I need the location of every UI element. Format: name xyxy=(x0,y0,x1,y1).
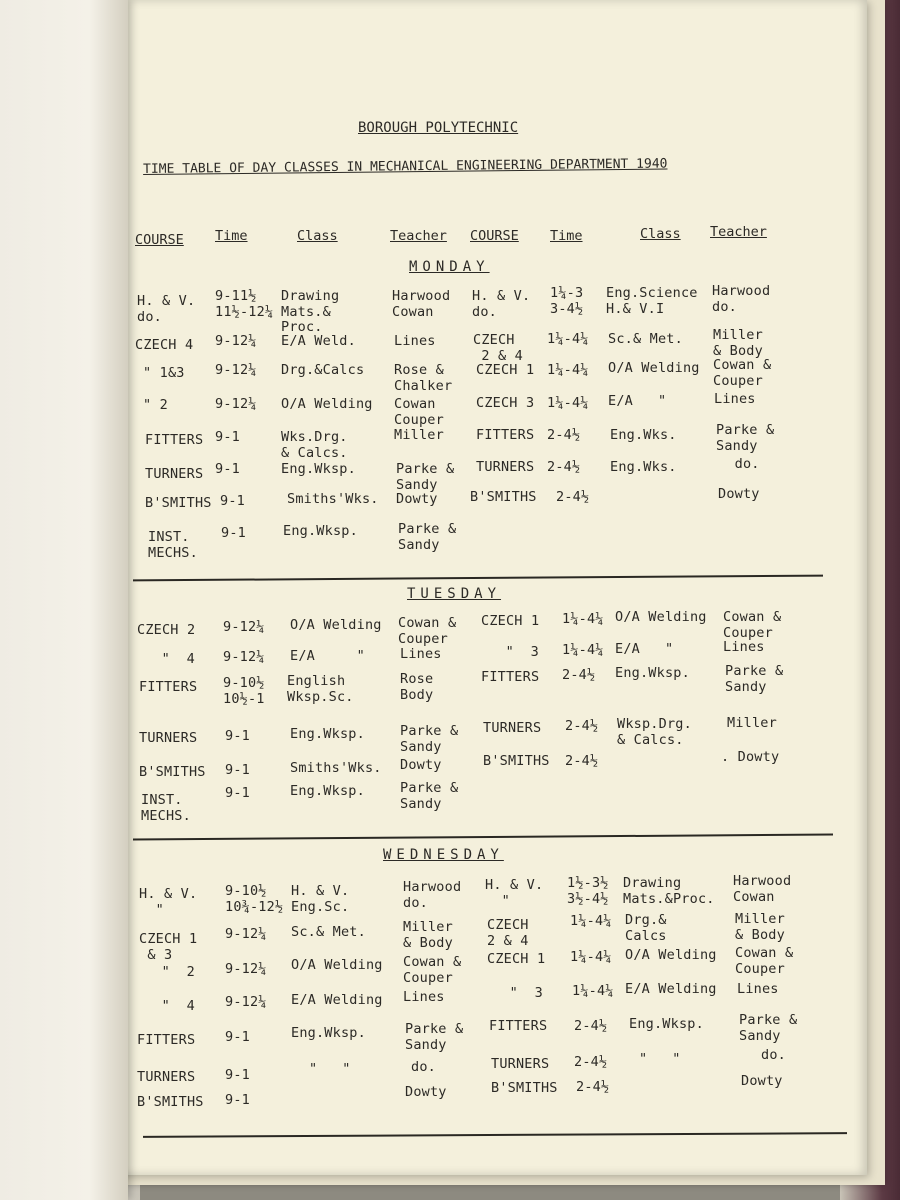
wed-r7-course: B'SMITHS xyxy=(137,1094,204,1110)
divider-tuesday xyxy=(133,834,833,841)
col-teacher-2: Teacher xyxy=(710,224,767,240)
mon-r4-teacher2: Lines xyxy=(714,391,756,407)
wed-r1-teacher2: Harwood Cowan xyxy=(733,873,792,905)
mon-r3-time2: 1¼-4¼ xyxy=(547,362,589,378)
wed-r6-course2: TURNERS xyxy=(491,1056,550,1072)
wed-r1-class: H. & V. Eng.Sc. xyxy=(291,883,350,915)
wed-r5-class2: Eng.Wksp. xyxy=(629,1016,704,1032)
wed-r6-teacher: do. xyxy=(411,1059,436,1075)
wed-r4-course: " 4 xyxy=(145,998,195,1014)
day-heading-tuesday: TUESDAY xyxy=(407,586,502,602)
mon-r5-class2: Eng.Wks. xyxy=(610,427,677,443)
tue-r5-teacher2: . Dowty xyxy=(721,749,780,765)
mon-r8-class: Eng.Wksp. xyxy=(283,523,358,539)
tue-r3-teacher: Rose Body xyxy=(400,671,434,703)
mon-r7-time2: 2-4½ xyxy=(556,489,590,505)
wed-r3-course: " 2 xyxy=(145,964,195,980)
mon-r2-time: 9-12¼ xyxy=(215,333,257,349)
col-time: Time xyxy=(215,228,248,244)
mon-r6-teacher2: do. xyxy=(718,456,760,472)
mon-r3-class: Drg.&Calcs xyxy=(281,362,365,378)
tue-r3-time: 9-10½ 10½-1 xyxy=(223,675,265,707)
wed-r1-course2: H. & V. " xyxy=(485,877,544,909)
tue-r1-course: CZECH 2 xyxy=(137,622,196,638)
mon-r4-class: O/A Welding xyxy=(281,396,373,412)
wed-r7-teacher2: Dowty xyxy=(741,1073,783,1089)
tue-r5-class: Smiths'Wks. xyxy=(290,760,382,776)
mon-r6-teacher: Parke & Sandy xyxy=(396,461,455,493)
wed-r7-teacher: Dowty xyxy=(405,1084,447,1100)
col-time-2: Time xyxy=(550,228,583,244)
mon-r7-course2: B'SMITHS xyxy=(470,489,537,505)
tue-r5-course: B'SMITHS xyxy=(139,764,206,780)
wed-r6-class: " " xyxy=(309,1061,351,1077)
day-heading-wednesday: WEDNESDAY xyxy=(383,847,504,863)
mon-r3-teacher: Rose & Chalker xyxy=(394,362,453,394)
mon-r5-time2: 2-4½ xyxy=(547,427,581,443)
wed-r2-class: Sc.& Met. xyxy=(291,924,366,940)
wed-r4-course2: " 3 xyxy=(493,985,543,1001)
mon-r4-teacher: Cowan Couper xyxy=(394,396,444,428)
mon-r6-class: Eng.Wksp. xyxy=(281,461,356,477)
mon-r2-teacher2: Miller & Body xyxy=(713,327,763,359)
wed-r4-teacher2: Lines xyxy=(737,981,779,997)
mon-r8-course: INST. MECHS. xyxy=(148,529,198,561)
wed-r7-time: 9-1 xyxy=(225,1092,250,1108)
tue-r4-teacher: Parke & Sandy xyxy=(400,723,459,755)
col-course: COURSE xyxy=(135,232,184,248)
wed-r5-course2: FITTERS xyxy=(489,1018,548,1034)
wed-r4-time2: 1¼-4¼ xyxy=(572,983,614,999)
mon-r6-class2: Eng.Wks. xyxy=(610,459,677,475)
wed-r5-course: FITTERS xyxy=(137,1032,196,1048)
tue-r5-course2: B'SMITHS xyxy=(483,753,550,769)
wed-r4-teacher: Lines xyxy=(403,989,445,1005)
institution-title: BOROUGH POLYTECHNIC xyxy=(358,120,519,136)
tue-r4-class: Eng.Wksp. xyxy=(290,726,365,742)
mon-r2-course2: CZECH 2 & 4 xyxy=(473,332,523,364)
wed-r6-time: 9-1 xyxy=(225,1067,250,1083)
wed-r2-course: CZECH 1 & 3 xyxy=(139,931,198,963)
wed-r5-teacher2: Parke & Sandy xyxy=(739,1012,798,1044)
wed-r7-course2: B'SMITHS xyxy=(491,1080,558,1096)
mon-r5-course: FITTERS xyxy=(145,432,204,448)
mon-r1-course2: H. & V. do. xyxy=(472,288,531,320)
wed-r6-time2: 2-4½ xyxy=(574,1054,608,1070)
wed-r3-time: 9-12¼ xyxy=(225,961,267,977)
tue-r5-time: 9-1 xyxy=(225,762,250,778)
wed-r2-teacher: Miller & Body xyxy=(403,919,453,951)
mon-r2-course: CZECH 4 xyxy=(135,337,194,353)
tue-r1-class: O/A Welding xyxy=(290,617,382,633)
tue-r6-course: INST. MECHS. xyxy=(141,792,191,824)
tue-r1-course2: CZECH 1 xyxy=(481,613,540,629)
mon-r4-time: 9-12¼ xyxy=(215,396,257,412)
tue-r1-time: 9-12¼ xyxy=(223,619,265,635)
mon-r7-teacher2: Dowty xyxy=(718,486,760,502)
mon-r7-teacher: Dowty xyxy=(396,491,438,507)
tue-r6-class: Eng.Wksp. xyxy=(290,783,365,799)
tue-r4-time2: 2-4½ xyxy=(565,718,599,734)
wed-r6-class2: " " xyxy=(639,1051,681,1067)
mon-r1-class: Drawing Mats.& Proc. xyxy=(281,288,340,335)
mon-r4-class2: E/A " xyxy=(608,393,667,409)
tue-r4-time: 9-1 xyxy=(225,728,250,744)
tue-r2-time2: 1¼-4¼ xyxy=(562,642,604,658)
mon-r8-time: 9-1 xyxy=(221,525,246,541)
tue-r4-course: TURNERS xyxy=(139,730,198,746)
mon-r3-class2: O/A Welding xyxy=(608,360,700,376)
wed-r2-time: 9-12¼ xyxy=(225,926,267,942)
mon-r3-course: " 1&3 xyxy=(143,365,185,381)
tue-r1-teacher2: Cowan & Couper xyxy=(723,609,782,641)
wed-r1-class2: Drawing Mats.&Proc. xyxy=(623,875,715,907)
mon-r7-time: 9-1 xyxy=(220,493,245,509)
mon-r6-course: TURNERS xyxy=(145,466,204,482)
tue-r2-teacher: Lines xyxy=(400,646,442,662)
mon-r4-course2: CZECH 3 xyxy=(476,395,535,411)
tue-r3-class: English Wksp.Sc. xyxy=(287,673,354,705)
wed-r3-time2: 1¼-4¼ xyxy=(570,949,612,965)
mon-r1-teacher2: Harwood do. xyxy=(712,283,771,315)
tue-r4-class2: Wksp.Drg. & Calcs. xyxy=(617,716,692,748)
tue-r3-time2: 2-4½ xyxy=(562,667,596,683)
tue-r6-teacher: Parke & Sandy xyxy=(400,780,459,812)
tue-r4-teacher2: Miller xyxy=(727,715,777,731)
tue-r5-teacher: Dowty xyxy=(400,757,442,773)
mon-r6-course2: TURNERS xyxy=(476,459,535,475)
mon-r5-class: Wks.Drg. & Calcs. xyxy=(281,429,348,461)
wed-r5-class: Eng.Wksp. xyxy=(291,1025,366,1041)
mon-r2-class2: Sc.& Met. xyxy=(608,331,683,347)
tue-r2-time: 9-12¼ xyxy=(223,649,265,665)
mon-r7-class: Smiths'Wks. xyxy=(287,491,379,507)
tue-r3-teacher2: Parke & Sandy xyxy=(725,663,784,695)
mon-r5-time: 9-1 xyxy=(215,429,240,445)
day-heading-monday: MONDAY xyxy=(409,259,490,275)
wed-r1-time: 9-10½ 10¾-12½ xyxy=(225,883,284,915)
mon-r1-class2: Eng.Science H.& V.I xyxy=(606,285,698,317)
mon-r3-teacher2: Cowan & Couper xyxy=(713,357,772,389)
mon-r4-time2: 1¼-4¼ xyxy=(547,395,589,411)
tue-r3-course2: FITTERS xyxy=(481,669,540,685)
wed-r1-time2: 1½-3½ 3½-4½ xyxy=(567,875,609,907)
mon-r4-course: " 2 xyxy=(143,397,168,413)
tue-r2-class2: E/A " xyxy=(615,641,674,657)
wed-r6-teacher2: do. xyxy=(761,1047,786,1063)
tue-r1-teacher: Cowan & Couper xyxy=(398,615,457,647)
mon-r1-time: 9-11½ 11½-12¼ xyxy=(215,288,274,320)
tue-r2-class: E/A " xyxy=(290,648,365,664)
tue-r2-course2: " 3 xyxy=(489,644,539,660)
wed-r4-class: E/A Welding xyxy=(291,992,383,1008)
divider-wednesday xyxy=(143,1132,847,1138)
tue-r1-time2: 1¼-4¼ xyxy=(562,611,604,627)
wed-r3-class2: O/A Welding xyxy=(625,947,717,963)
wed-r4-time: 9-12¼ xyxy=(225,994,267,1010)
mon-r8-teacher: Parke & Sandy xyxy=(398,521,457,553)
tue-r3-class2: Eng.Wksp. xyxy=(615,665,690,681)
mon-r5-teacher2: Parke & Sandy xyxy=(716,422,775,454)
wed-r6-course: TURNERS xyxy=(137,1069,196,1085)
wed-r2-class2: Drg.& Calcs xyxy=(625,912,667,944)
document-page xyxy=(115,0,867,1175)
mon-r1-teacher: Harwood Cowan xyxy=(392,288,451,320)
wed-r3-course2: CZECH 1 xyxy=(487,951,546,967)
mon-r6-time: 9-1 xyxy=(215,461,240,477)
tue-r4-course2: TURNERS xyxy=(483,720,542,736)
tue-r1-class2: O/A Welding xyxy=(615,609,707,625)
col-course-2: COURSE xyxy=(470,228,519,244)
mon-r2-class: E/A Weld. xyxy=(281,333,356,349)
wed-r5-time: 9-1 xyxy=(225,1029,250,1045)
divider-monday xyxy=(133,575,823,582)
wed-r2-time2: 1¼-4¼ xyxy=(570,913,612,929)
mon-r2-teacher: Lines xyxy=(394,333,436,349)
wed-r3-teacher: Cowan & Couper xyxy=(403,954,462,986)
tue-r6-time: 9-1 xyxy=(225,785,250,801)
mon-r3-time: 9-12¼ xyxy=(215,362,257,378)
mon-r1-course: H. & V. do. xyxy=(137,293,196,325)
wed-r1-teacher: Harwood do. xyxy=(403,879,462,911)
mon-r5-teacher: Miller xyxy=(394,427,444,443)
col-teacher: Teacher xyxy=(390,228,447,244)
tue-r2-course: " 4 xyxy=(145,651,195,667)
col-class: Class xyxy=(297,228,338,244)
tue-r2-teacher2: Lines xyxy=(723,639,765,655)
wed-r7-time2: 2-4½ xyxy=(576,1079,610,1095)
wed-r2-teacher2: Miller & Body xyxy=(735,911,785,943)
wed-r2-course2: CZECH 2 & 4 xyxy=(487,917,529,949)
wed-r5-teacher: Parke & Sandy xyxy=(405,1021,464,1053)
tue-r3-course: FITTERS xyxy=(139,679,198,695)
wed-r3-teacher2: Cowan & Couper xyxy=(735,945,794,977)
col-class-2: Class xyxy=(640,226,681,242)
mon-r5-course2: FITTERS xyxy=(476,427,535,443)
mon-r6-time2: 2-4½ xyxy=(547,459,581,475)
mon-r2-time2: 1¼-4¼ xyxy=(547,331,589,347)
wed-r5-time2: 2-4½ xyxy=(574,1018,608,1034)
facing-page xyxy=(0,0,128,1200)
wed-r1-course: H. & V. " xyxy=(139,886,198,918)
tue-r5-time2: 2-4½ xyxy=(565,753,599,769)
mon-r7-course: B'SMITHS xyxy=(145,495,212,511)
wed-r4-class2: E/A Welding xyxy=(625,981,717,997)
mon-r3-course2: CZECH 1 xyxy=(476,362,535,378)
mon-r1-time2: 1¼-3 3-4½ xyxy=(550,285,584,317)
wed-r3-class: O/A Welding xyxy=(291,957,383,973)
document-title: TIME TABLE OF DAY CLASSES IN MECHANICAL ENGINEERING DEPARTMENT 1940 xyxy=(143,156,668,177)
